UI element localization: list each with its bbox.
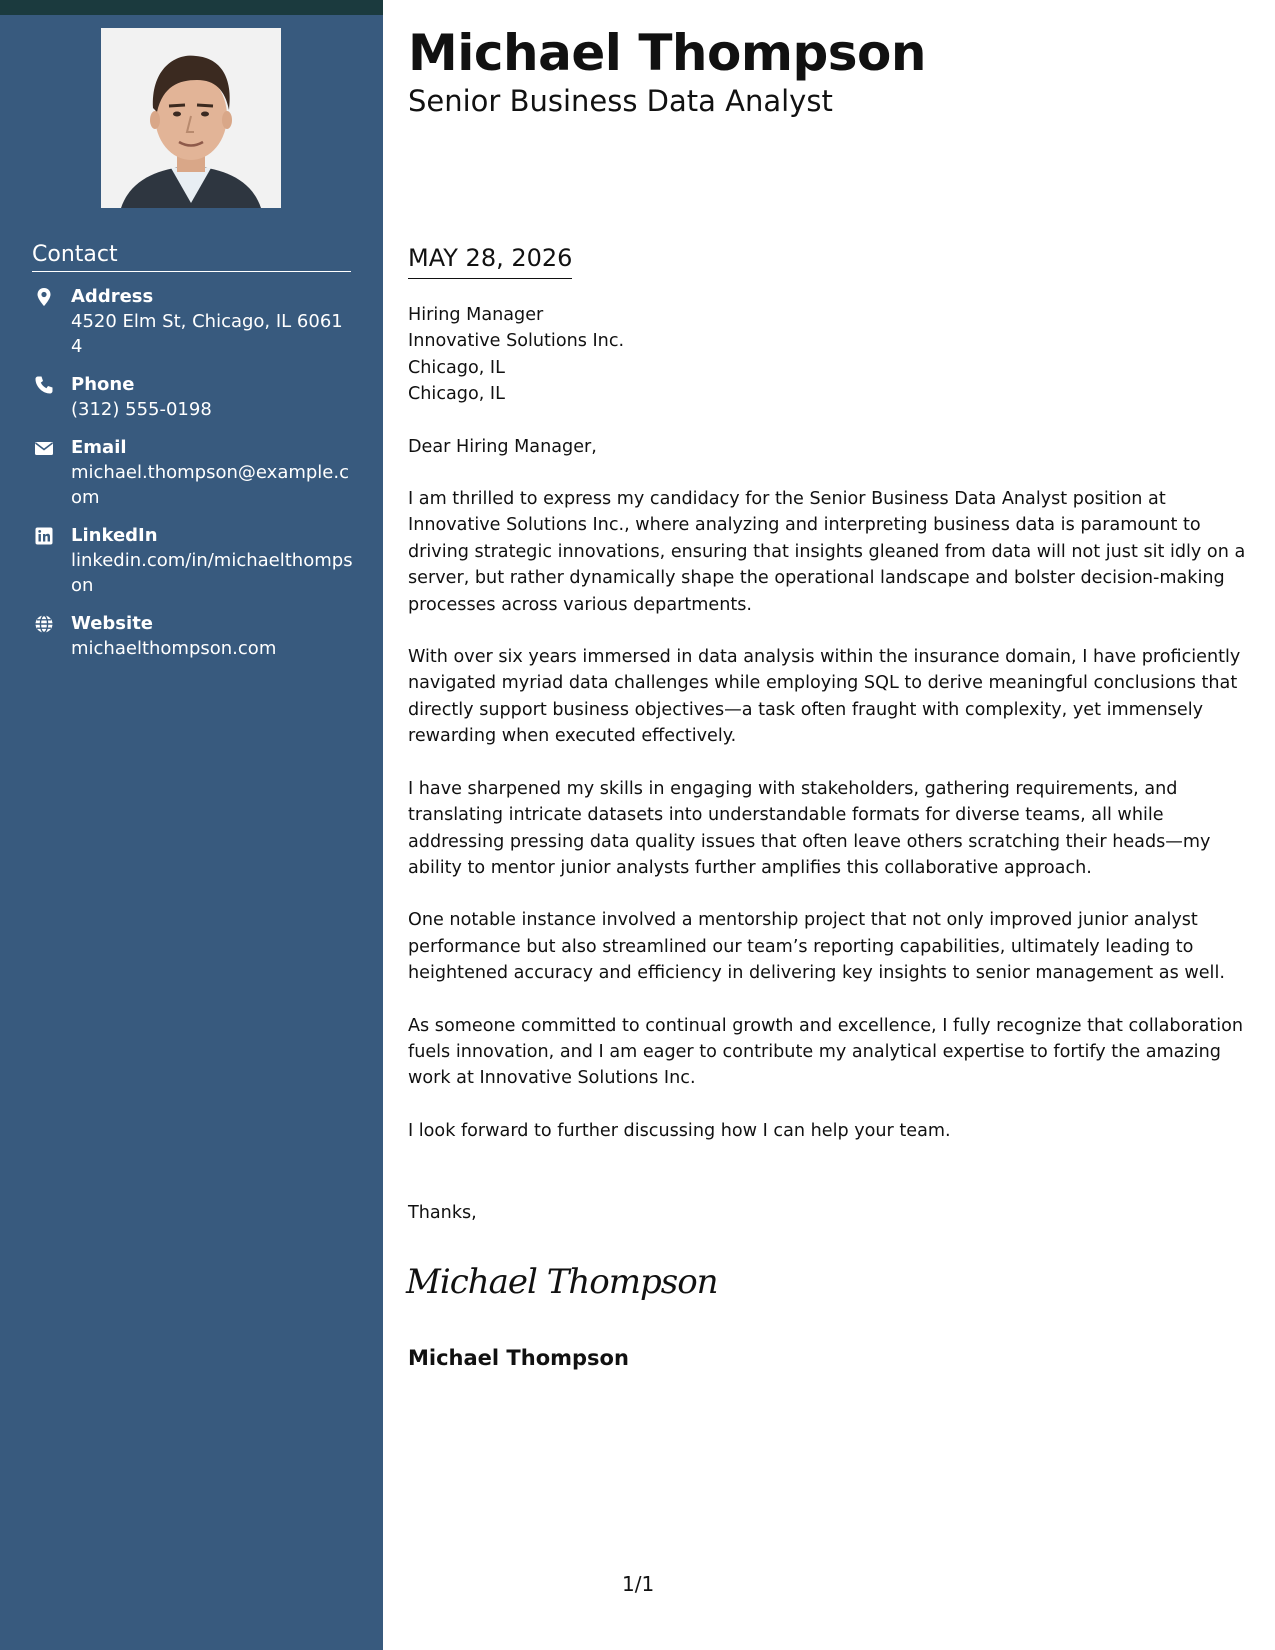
phone-value: (312) 555-0198 — [71, 399, 212, 420]
paragraph: I am thrilled to express my candidacy for the Senior Business Data Analyst position at Innovative Solutions Inc., where analyzing and interpreting business data is paramount to driving strategic innovations, ensuring that insights gleaned from data will not just sit idly on a server, but rather dynamically shape the operational landscape and bolster decision-making processes across various departments. — [408, 489, 1246, 615]
paragraph: As someone committed to continual growth and excellence, I fully recognize that collaboration fuels innovation, and I am eager to contribute my analytical expertise to fortify the amazing work at Innovative Solutions Inc. — [408, 1015, 1244, 1089]
letter-body — [408, 302, 1248, 1144]
website-value[interactable]: michaelthompson.com — [71, 638, 277, 659]
paragraph: I look forward to further discussing how I can help your team. — [408, 1120, 951, 1141]
linkedin-value[interactable]: linkedin.com/in/michaelthompson — [71, 550, 353, 596]
contact-website — [32, 612, 352, 661]
job-title: Senior Business Data Analyst — [408, 84, 833, 118]
contact-label: Phone — [71, 374, 135, 395]
contact-label: LinkedIn — [71, 525, 158, 546]
avatar — [101, 28, 281, 208]
contact-heading: Contact — [32, 242, 351, 272]
signature-text: Michael Thompson — [406, 1262, 718, 1302]
signed-name: Michael Thompson — [408, 1346, 629, 1370]
contact-phone — [32, 373, 352, 422]
closing: Thanks, — [408, 1203, 477, 1223]
paragraph: With over six years immersed in data analysis within the insurance domain, I have proficiently navigated myriad data challenges while employing SQL to derive meaningful conclusions that directly support business objectives—a task often fraught with complexity, yet immensely rewarding when executed effectively. — [408, 647, 1241, 747]
phone-icon — [34, 375, 54, 395]
contact-linkedin — [32, 524, 352, 598]
paragraph: I have sharpened my skills in engaging with stakeholders, gathering requirements, and translating intricate datasets into understandable formats for diverse teams, all while addressing pressing data quality issues that often leave others scratching their heads—my ability to mentor junior analysts further amplifies this collaborative approach. — [408, 778, 1211, 878]
email-value[interactable]: michael.thompson@example.com — [71, 462, 349, 508]
globe-icon — [34, 614, 54, 634]
recipient-block — [408, 302, 1248, 408]
linkedin-icon — [34, 526, 54, 546]
recipient-line: Hiring Manager — [408, 305, 544, 325]
recipient-line: Chicago, IL — [408, 384, 505, 405]
contact-label: Website — [71, 613, 154, 634]
letter-date: MAY 28, 2026 — [408, 244, 572, 279]
recipient-line: Innovative Solutions Inc. — [408, 331, 625, 352]
top-accent-strip — [0, 0, 383, 15]
contact-label: Email — [71, 437, 127, 458]
paragraph: One notable instance involved a mentorship project that not only improved junior analyst performance but also streamlined our team’s reporting capabilities, ultimately leading to heightened accuracy and efficiency in delivering key insights to senior management as well. — [408, 910, 1225, 984]
map-pin-icon — [34, 287, 54, 307]
signature — [406, 1262, 718, 1308]
contact-label: Address — [71, 286, 154, 307]
contact-email — [32, 436, 352, 510]
contact-list — [32, 285, 352, 675]
page-number: 1/1 — [622, 1572, 655, 1596]
envelope-icon — [34, 438, 54, 458]
contact-address — [32, 285, 352, 359]
address-value: 4520 Elm St, Chicago, IL 60614 — [71, 311, 343, 357]
recipient-line: Chicago, IL — [408, 357, 505, 378]
salutation: Dear Hiring Manager, — [408, 436, 597, 457]
applicant-name: Michael Thompson — [408, 24, 926, 82]
